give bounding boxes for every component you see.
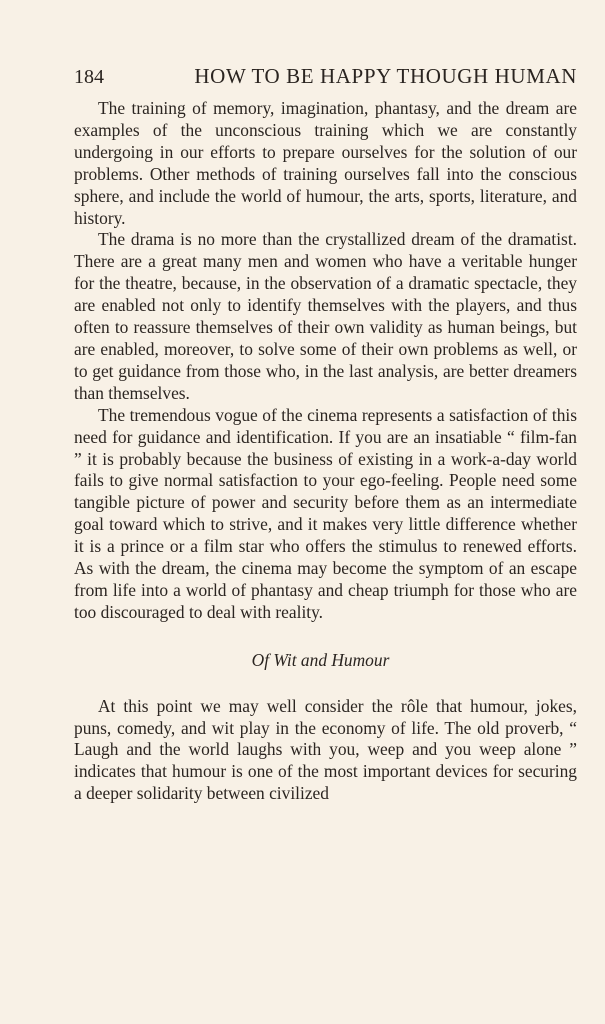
paragraph-drama: The drama is no more than the crystallized dream of the dramatist. There are a great many men and women who have a veritable hunger for the theatre, because, in the observation of a dramatic spectacle, they are enabled not only to identify themselves with the players, and thus often to reassure themselves of their own validity as human beings, but are enabled, moreover, to solve some of their own problems as well, or to get guidance from those who, in the last analysis, are better dreamers than themselves. [74, 229, 577, 403]
running-title: HOW TO BE HAPPY THOUGH HUMAN [194, 64, 577, 88]
section-title: Of Wit and Humour [251, 649, 390, 670]
paragraph-humour: At this point we may well consider the rôle that humour, jokes, puns, comedy, and wit play in the economy of life. The old proverb, “ Laugh and the world laughs with you, weep and you weep alone ” indicates that humour is one of the most important devices for securing a deeper solidarity between civilized [74, 695, 577, 804]
paragraph-cinema: The tremendous vogue of the cinema represents a satisfaction of this need for guidance and identification. If you are an insatiable “ film-fan ” it is probably because the business of existing in a work-a-day world fails to give normal satisfaction to your ego-feeling. People need some tangible picture of power and security before them as an intermediate goal toward which to strive, and it makes very little difference whether it is a prince or a film star who offers the stimulus to renewed efforts. As with the dream, the cinema may become the symptom of an escape from life into a world of phantasy and cheap triumph for those who are too discouraged to deal with reality. [74, 404, 577, 622]
page-number: 184 [74, 66, 104, 88]
paragraph-training: The training of memory, imagination, phantasy, and the dream are examples of the unconscious training which we are constantly undergoing in our efforts to prepare ourselves for the solution of our problems. Other methods of training ourselves fall into the conscious sphere, and include the world of humour, the arts, sports, literature, and history. [74, 98, 577, 228]
running-head [74, 64, 577, 98]
book-page [74, 64, 577, 805]
